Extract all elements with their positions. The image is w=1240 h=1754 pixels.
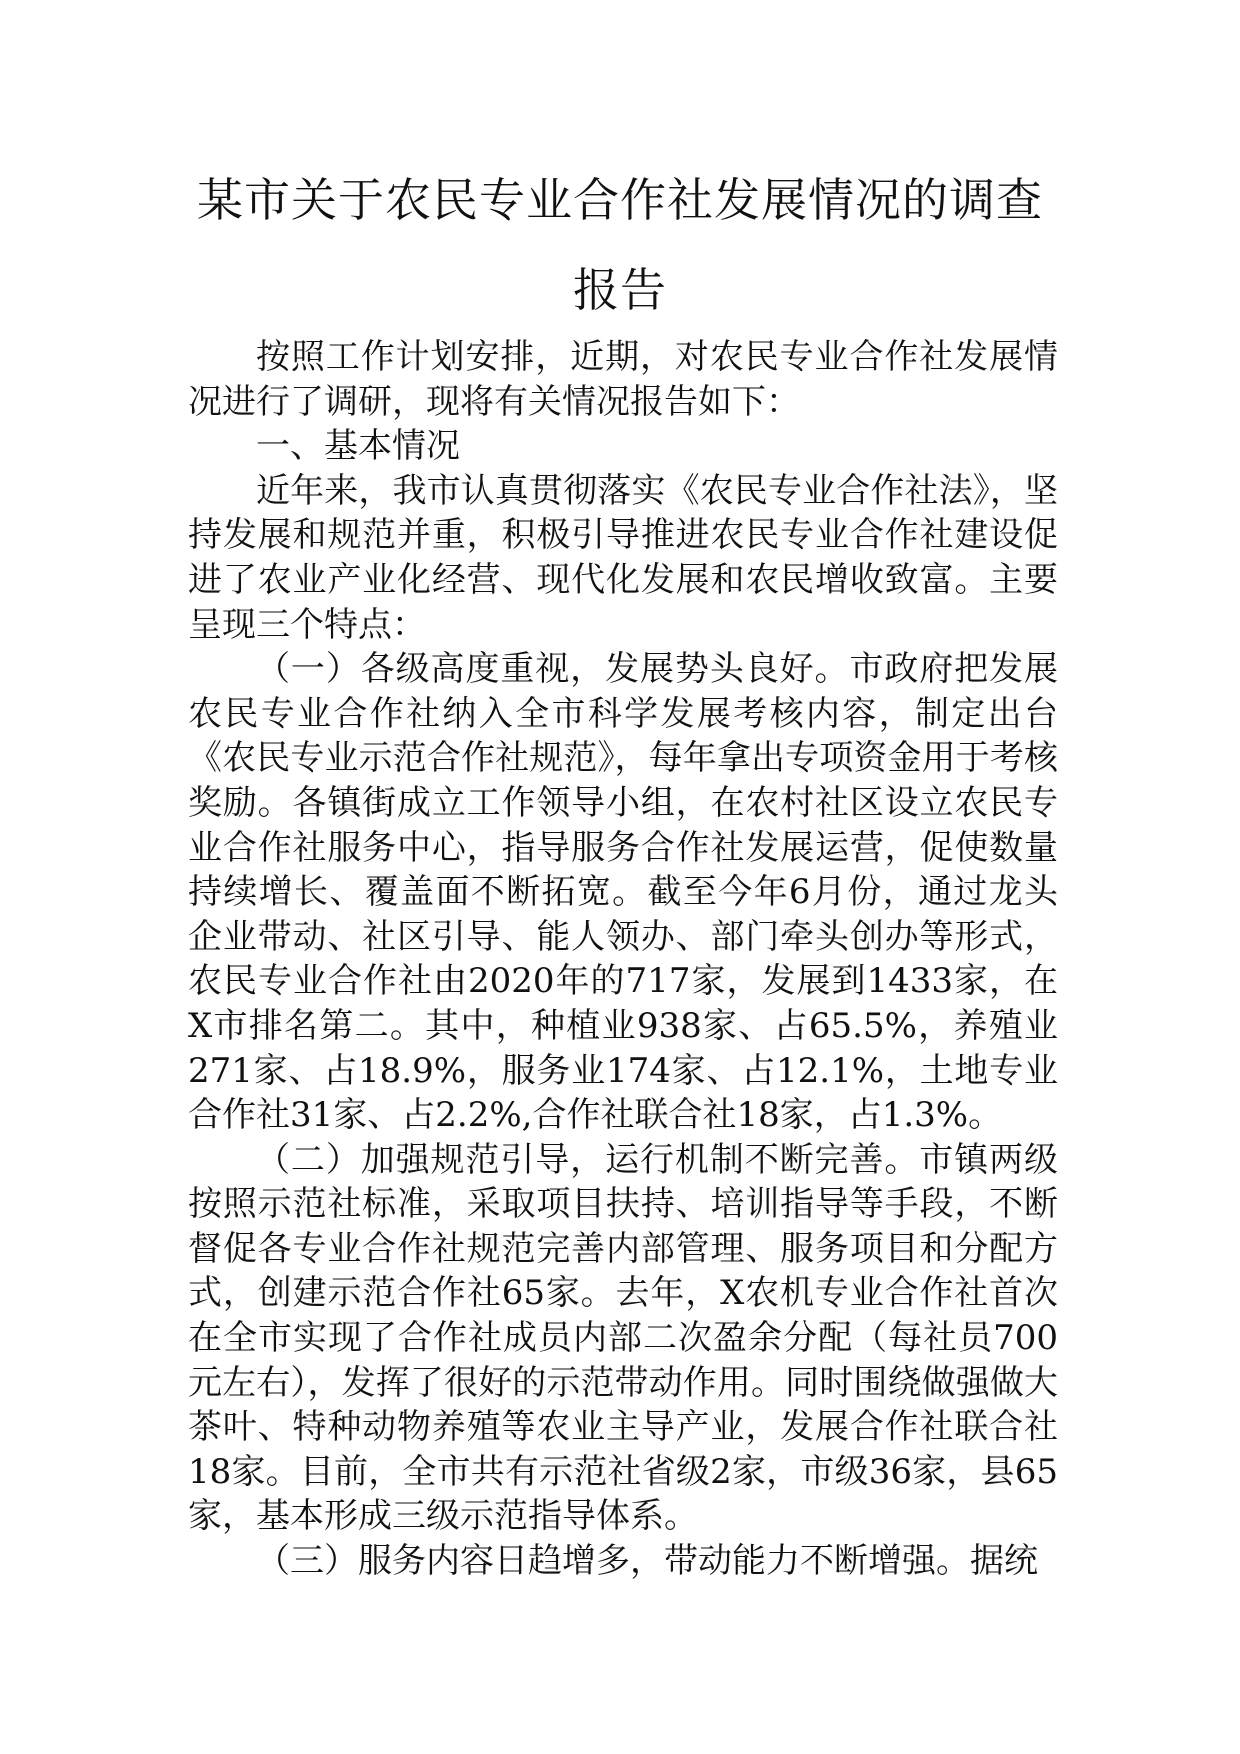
document-title-line-2: 报告 bbox=[573, 263, 667, 317]
section-heading-basic-situation: 一、基本情况 bbox=[256, 426, 460, 467]
overview-paragraph: 近年来，我市认真贯彻落实《农民专业合作社法》，坚持发展和规范并重，积极引导推进农民专业合作社建设促进了农业产业化经营、现代化发展和农民增收致富。主要呈现三个特点： bbox=[188, 470, 1058, 645]
point-two-paragraph: （二）加强规范引导，运行机制不断完善。市镇两级按照示范社标准，采取项目扶持、培训指导等手段，不断督促各专业合作社规范完善内部管理、服务项目和分配方式，创建示范合作社65家。去年，X农机专业合作社首次在全市实现了合作社成员内部二次盈余分配（每社员700元左右），发挥了很好的示范带动作用。同时围绕做强做大茶叶、特种动物养殖等农业主导产业，发展合作社联合社18家。目前，全市共有示范社省级2家，市级36家，县65家，基本形成三级示范指导体系。 bbox=[188, 1139, 1058, 1537]
point-one-paragraph: （一）各级高度重视，发展势头良好。市政府把发展农民专业合作社纳入全市科学发展考核内容，制定出台《农民专业示范合作社规范》，每年拿出专项资金用于考核奖励。各镇街成立工作领导小组，在农村社区设立农民专业合作社服务中心，指导服务合作社发展运营，促使数量持续增长、覆盖面不断拓宽。截至今年6月份，通过龙头企业带动、社区引导、能人领办、部门牵头创办等形式，农民专业合作社由2020年的717家，发展到1433家，在X市排名第二。其中，种植业938家、占65.5%，养殖业271家、占18.9%，服务业174家、占12.1%，土地专业合作社31家、占2.2%,合作社联合社18家，占1.3%。 bbox=[188, 649, 1058, 1136]
document-body bbox=[188, 335, 1058, 1584]
document-title-line-1: 某市关于农民专业合作社发展情况的调查 bbox=[197, 173, 1043, 227]
intro-paragraph: 按照工作计划安排，近期，对农民专业合作社发展情况进行了调研，现将有关情况报告如下： bbox=[188, 337, 1058, 422]
point-three-paragraph: （三）服务内容日趋增多，带动能力不断增强。据统 bbox=[256, 1541, 1038, 1582]
